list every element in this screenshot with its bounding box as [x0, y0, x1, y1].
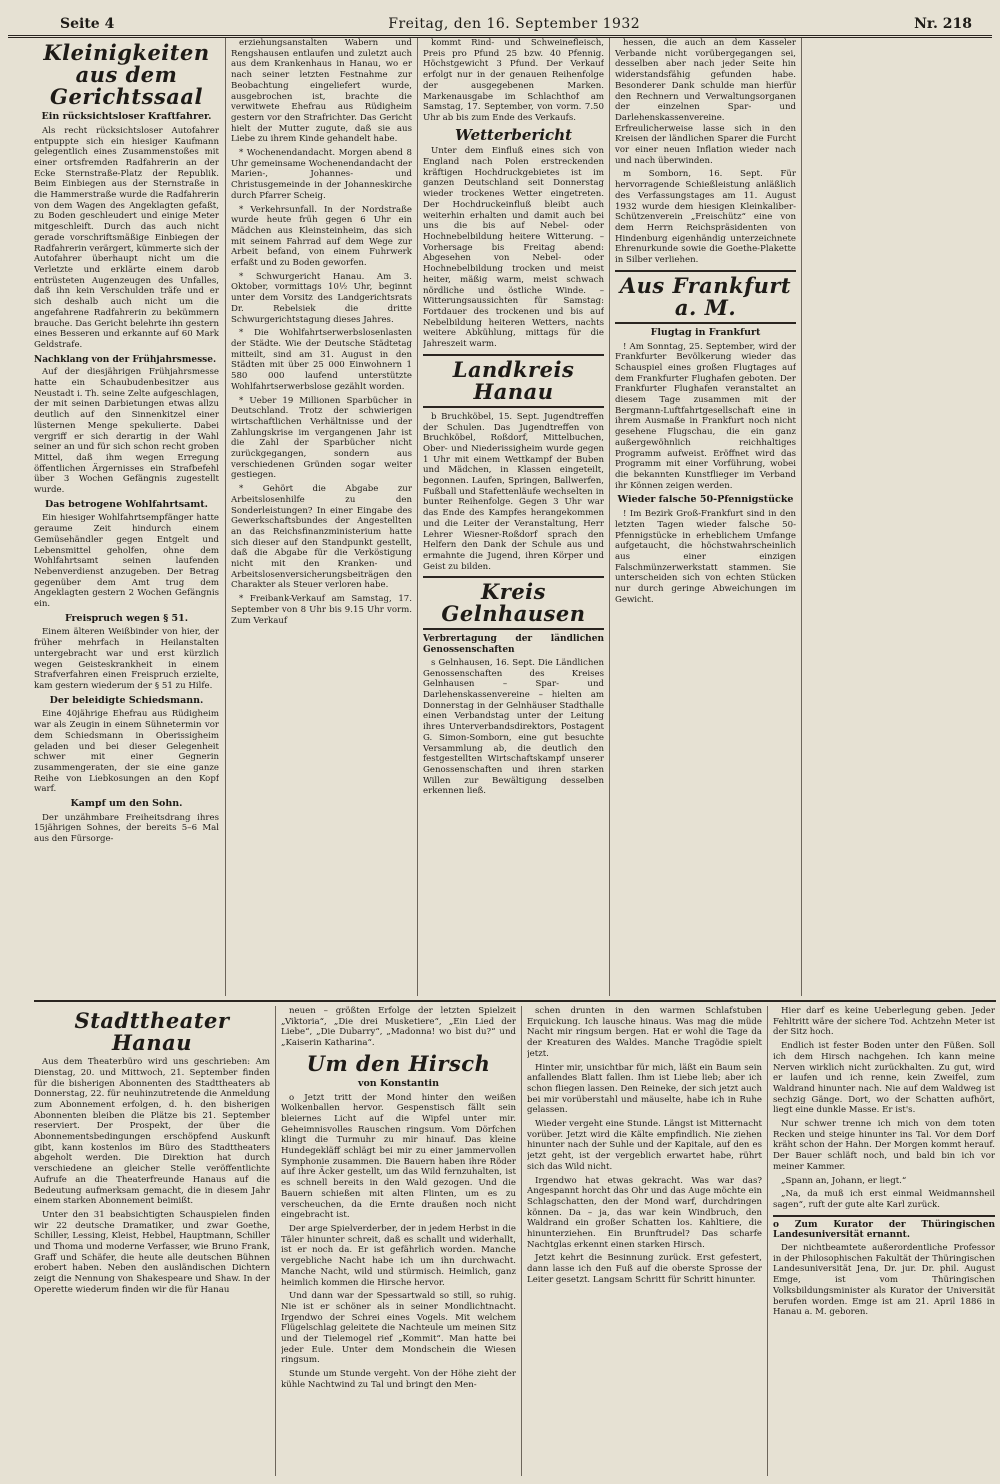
article-text: b Bruchköbel, 15. Sept. Jugendtreffen der Schulen. Das Jugendtreffen von Bruchköbel, Roßdorf, Mittelbuchen, Ober- und Niederissigheim wurde gegen 1 Uhr mit einem Wettkampf der Buben und Mädchen, in Klassen eingeteilt, begonnen. Laufen, Springen, Ballwerfen, Fußball und Stafettenläufe wechselten in bunter Reihenfolge. Gegen 3 Uhr war das Ende des Kampfes herangekommen und die Leiter der Veranstaltung, Herr Lehrer Wiesner-Roßdorf sprach den Helfern den Dank der Schule aus und ermahnte die Jugend, ihren Körper und Geist zu bilden.: [423, 411, 604, 572]
article-text: kommt Rind- und Schweinefleisch, Preis pro Pfund 25 bzw. 40 Pfennig. Höchstgewicht 3 Pfund. Der Verkauf erfolgt nur in der genauen Reihenfolge der ausgegebenen Marken. Markenausgabe im Schlachthof am Samstag, 17. September, von vorm. 7.50 Uhr ab bis zum Ende des Verkaufs.: [423, 38, 604, 123]
subhead: Wieder falsche 50-Pfennigstücke: [617, 494, 794, 506]
article-text: „Na, da muß ich erst einmal Weidmannsheil sagen“, ruft der gute alte Karl zurück.: [773, 1189, 995, 1210]
subhead: Das betrogene Wohlfahrtsamt.: [45, 498, 208, 510]
upper-band: [34, 38, 996, 996]
column-local-news: [231, 38, 412, 996]
article-text: Nur schwer trenne ich mich von dem toten Recken und steige hinunter ins Tal. Vor dem Dorf kräht schon der Hahn. Der Morgen kommt herauf. Der Bauer schläft noch, und bald bin ich vor meiner Kammer.: [773, 1119, 995, 1172]
subhead: o Zum Kurator der Thüringischen Landesuniversität ernannt.: [773, 1215, 995, 1241]
article-text: Hinter mir, unsichtbar für mich, läßt ein Baum sein anfallendes Blatt fallen. Ihm ist Liebe lieb; aber ich schon fliegen lassen. Den Reineke, der sich jetzt auch bei mir vorüberstahl und mäuselte, habe ich in Ruhe gelassen.: [527, 1062, 762, 1116]
article-text: Der nichtbeamtete außerordentliche Professor in der Philosophischen Fakultät der Thüringischen Landesuniversität Jena, Dr. jur. Dr. phil. August Emge, ist vom Thüringischen Volksbildungsminister als Kurator der Universität berufen worden. Emge ist am 21. April 1886 in Hanau a. M. geboren.: [773, 1243, 995, 1318]
article-text: * Schwurgericht Hanau. Am 3. Oktober, vormittags 10½ Uhr, beginnt unter dem Vorsitz des Landgerichtsrats Dr. Rebelsiek die dritte Schwurgerichtstagung dieses Jahres.: [231, 271, 412, 325]
article-text: s Gelnhausen, 16. Sept. Die Ländlichen Genossenschaften des Kreises Gelnhausen – Spar- und Darlehenskassenvereine – hielten am Donnerstag in der Gelnhäuser Stadthalle einen Verbandstag unter der Leitung ihres Unterverbandsdirektors, Postagent G. Simon-Somborn, eine gut besuchte Versammlung ab, die deutlich den festgestellten Wirtschaftskampf unserer Genossenschaften und ihren starken Willen zur Bewältigung desselben erkennen ließ.: [423, 657, 604, 797]
page-number: Seite 4: [60, 16, 115, 32]
article-text: Auf der diesjährigen Frühjahrsmesse hatte ein Schaubudenbesitzer aus Neustadt i. Th. seine Zelte aufgeschlagen, der mit seinen Darbietungen etwas allzu deutlich auf den Sinnenkitzel einer lüsternen Menge spekulierte. Dabei vergriff er sich derartig in der Wahl seiner an und für sich schon recht groben Mittel, daß ihm wegen Erregung öffentlichen Ärgernisses ein Strafbefehl über 3 Wochen Gefängnis zugestellt wurde.: [34, 367, 219, 496]
article-text: * Ueber 19 Millionen Sparbücher in Deutschland. Trotz der schwierigen wirtschaftlichen Verhältnisse und der Zahlungskrise im vergangenen Jahr ist die Zahl der Sparbücher nicht zurückgegangen, sondern aus verschiedenen Gründen sogar weiter gestiegen.: [231, 395, 412, 481]
article-text: Hier darf es keine Ueberlegung geben. Jeder Fehltritt wäre der sichere Tod. Achtzehn Meter ist der Sitz hoch.: [773, 1006, 995, 1038]
article-text: * Verkehrsunfall. In der Nordstraße wurde heute früh gegen 6 Uhr ein Mädchen aus Kleinsteinheim, das sich mit seinem Fahrrad auf dem Wege zur Arbeit befand, von einem Fuhrwerk erfaßt und zu Boden geworfen.: [231, 204, 412, 269]
headline-kreis-gelnhausen: Kreis Gelnhausen: [423, 576, 604, 630]
article-text: Wieder vergeht eine Stunde. Längst ist Mitternacht vorüber. Jetzt wird die Kälte empfindlich. Nie ziehen hinunter nach der Suhle und der Kapitale, auf den es jetzt geht, ist der vergeblich erwartet habe, rührt sich das Wild nicht.: [527, 1119, 762, 1172]
article-text: Unter den 31 beabsichtigten Schauspielen finden wir 22 deutsche Dramatiker, und zwar Goethe, Schiller, Lessing, Kleist, Hebbel, Hauptmann, Schiller und Thoma und moderne Verfasser, wie Bruno Frank, Graff und Schäfer, die heute alle deutschen Bühnen erobert haben. Neben den ausländischen Dichtern zeigt die Nennung von Shakespeare und Shaw. In der Operette wiederum finden wir die für Hanau: [34, 1209, 270, 1295]
article-text: Eine 40jährige Ehefrau aus Rüdigheim war als Zeugin in einem Sühnetermin vor dem Schiedsmann in Oberissigheim geladen und bei dieser Gelegenheit schwer mit einer Gegnerin zusammengeraten, der sie eine ganze Reihe von Liebkosungen an den Kopf warf.: [34, 709, 219, 795]
column-hirsch-2: [527, 1006, 762, 1476]
article-text: Der unzähmbare Freiheitsdrang ihres 15jährigen Sohnes, der bereits 5–6 Mal aus den Fürsorge-: [34, 812, 219, 845]
column-hirsch-3: [773, 1006, 995, 1476]
column-regional-continued: [807, 38, 996, 996]
subhead: Freispruch wegen § 51.: [64, 612, 189, 624]
article-text: Und dann war der Spessartwald so still, so ruhig. Nie ist er schöner als in seiner Mondlichtnacht. Irgendwo der Schrei eines Vogels. Mit welchem Flügelschlag geleitete die Nachteule um meinen Sitz und der Tielemogel rief „Kommit“. Man hatte bei jeder Eule. Unter dem Mondschein die Wiesen ringsum.: [281, 1291, 516, 1366]
article-text: Jetzt kehrt die Besinnung zurück. Erst gefestert, dann lasse ich den Fuß auf die oberste Sprosse der Leiter gesetzt. Langsam Schritt für Schritt hinunter.: [527, 1253, 762, 1285]
headline-landkreis-hanau: Landkreis Hanau: [423, 354, 604, 408]
article-text: Als recht rücksichtsloser Autofahrer entpuppte sich ein hiesiger Kaufmann gelegentlich eines Zusammenstoßes mit einer ortsfremden Radfahrerin an der Ecke Sternstraße-Platz der Republik. Beim Einbiegen aus der Sternstraße in die Hammerstraße wurde die Radfahrerin von dem Wagen des Angeklagten gefaßt, zu Boden geschleudert und einige Meter mitgeschleift. Durch das auch nicht gerade vorschriftsmäßige Einbiegen der Radfahrerin verärgert, kümmerte sich der Autofahrer überhaupt nicht um die Verletzte und erklärte einem darob entrüsteten Augenzeugen des Unfalles, daß ihn kein Verschulden träfe und er sich deshalb auch nicht um die angefahrene Radfahrerin zu bekümmern brauche. Das Gericht belehrte ihn gestern eines Besseren und erkannte auf 60 Mark Geldstrafe.: [34, 125, 219, 350]
article-text: Endlich ist fester Boden unter den Füßen. Soll ich dem Hirsch nachgehen. Ich kann meine Nerven wirklich nicht zurückhalten. Zu gut, wird er laufen und ich renne, kein Zweifel, zum Waldrand hinunter nach. Nie auf dem Waldweg ist sechzig Gänge. Dort, wo der Schatten aufhört, liegt eine dunkle Masse. Er ist's.: [773, 1041, 995, 1116]
headline-stadttheater: Stadttheater Hanau: [74, 1008, 230, 1056]
subhead: Kampf um den Sohn.: [70, 798, 183, 810]
article-text: „Spann an, Johann, er liegt.“: [781, 1175, 907, 1186]
article-text: Aus dem Theaterbüro wird uns geschrieben: Am Dienstag, 20. und Mittwoch, 21. September finden für die bisherigen Abonnenten des Stadttheaters ab Donnerstag, 22. für neuhinzutretende die Anmeldung zum Abonnement erfolgen, d. h. den bisherigen Abonnenten bleiben die Plätze bis 21. September reserviert. Der Prospekt, der über die Abonnementsbedingungen erschöpfend Auskunft gibt, kann kostenlos im Büro des Stadttheaters abgeholt werden. Die Direktion hat durch verschiedene an gleicher Stelle veröffentlichte Aufrufe an die Theaterfreunde Hanaus auf die Bedeutung aufmerksam gemacht, die in diesem Jahr einem starken Abonnement beimißt.: [34, 1057, 270, 1207]
article-text: erziehungsanstalten Wabern und Rengshausen entlaufen und zuletzt auch aus dem Krankenhaus in Hanau, wo er nach seiner letzten Festnahme zur Beobachtung eingeliefert wurde, ausgebrochen ist, brachte die verwitwete Ehefrau aus Rüdigheim gestern vor den Strafrichter. Das Gericht hielt der Mutter zugute, daß sie aus Liebe zu ihrem Kinde gehandelt habe.: [231, 38, 412, 145]
article-text: ! Im Bezirk Groß-Frankfurt sind in den letzten Tagen wieder falsche 50-Pfennigstücke in erheblichem Umfange aufgetaucht, die höchstwahrscheinlich aus einer einzigen Falschmünzerwerkstatt stammen. Sie unterscheiden sich von echten Stücken nur durch geringe Abweichungen im Gewicht.: [615, 509, 796, 605]
article-text: * Wochenendandacht. Morgen abend 8 Uhr gemeinsame Wochenendandacht der Marien-, Johannes- und Christusgemeinde in der Johanneskirche durch Pfarrer Scheig.: [231, 148, 412, 201]
column-regional-frankfurt: [615, 38, 796, 996]
article-text: Unter dem Einfluß eines sich von England nach Polen erstreckenden kräftigen Hochdruckgebietes ist im ganzen Deutschland seit Donnerstag wieder trockenes Wetter eingetreten. Der Hochdruckeinfluß bleibt auch weiterhin erhalten und damit auch bei uns die bis auf Nebel- oder Hochnebelbildung heitere Witterung. – Vorhersage bis Freitag abend: Abgesehen von Nebel- oder Hochnebelbildung trocken und meist heiter, mäßig warm, meist schwach nördliche und östliche Winde. – Witterungsaussichten für Samstag: Fortdauer des trockenen und bis auf Nebelbildung heiteren Wetters, nachts weitere Abkühlung, mittags für die Jahreszeit warm.: [423, 146, 604, 350]
issue-date: Freitag, den 16. September 1932: [388, 16, 641, 32]
article-text: Irgendwo hat etwas gekracht. Was war das? Angespannt horcht das Ohr und das Auge möchte ein Schlagschatten, den der Mond warf, durchdringen können. Da – ja, das war kein Windbruch, den Waldrand ein großer Schatten los. Kahltiere, die hinunterziehen. Ein Brunftrudel? Das scharfe Nachtglas erkennt einen starken Hirsch.: [527, 1175, 762, 1250]
column-weather-regional: [423, 38, 604, 996]
headline-um-den-hirsch: Um den Hirsch: [306, 1050, 491, 1076]
headline-frankfurt: Aus Frankfurt a. M.: [615, 270, 796, 324]
subhead: Ein rücksichtsloser Kraftfahrer.: [41, 111, 212, 123]
masthead: [8, 2, 992, 38]
article-text: o Jetzt tritt der Mond hinter den weißen Wolkenballen hervor. Gespenstisch fällt sein bleiernes Licht auf die Wipfel unter mir. Geheimnisvolles Rauschen ringsum. Vom Dörfchen klingt die Turmuhr zu mir hinauf. Das kleine Hundegekläff schlägt bei mir zu einer jammervollen Symphonie zusammen. Die Bauern haben ihre Röder auf ihre Äcker gestellt, um das Wild fernzuhalten, ist es schnell bereits in den Wald gezogen. Und die Bauern schießen mit alten Flinten, um es zu verscheuchen, da die Ernte draußen noch nicht eingebracht ist.: [281, 1092, 516, 1221]
column-court-reports: [34, 38, 219, 996]
article-text: ! Am Sonntag, 25. September, wird der Frankfurter Bevölkerung wieder das Schauspiel eines großen Flugtages auf dem Frankfurter Flughafen geboten. Der Frankfurter Flughafen veranstaltet an diesem Tage zusammen mit der Bergmann-Luftfahrtgesellschaft eine in ihrem Ausmaße in Frankfurt noch nicht gesehene Flugschau, die ein ganz außergewöhnlich reichhaltiges Programm aufweist. Eröffnet wird das Programm mit einer Vorführung, wobei die bekannten Kunstflieger im Verband ihr Können zeigen werden.: [615, 341, 796, 491]
article-text: schen drunten in den warmen Schlafstuben Erquickung. Ich lausche hinaus. Was mag die müde Nacht mir ringsum bergen. Hat er wohl die Tage da der Kreaturen des Waldes. Manche Tragödie spielt jetzt.: [527, 1006, 762, 1059]
headline-wetterbericht: Wetterbericht: [454, 125, 573, 144]
article-text: hessen, die auch an dem Kasseler Verbande nicht vorübergegangen sei, desselben aber nach jeder Seite hin widerstandsfähig gefunden habe. Besonderer Dank schulde man hierfür den Rechnern und Verwaltungsorganen der einzelnen Spar- und Darlehenskassenvereine. Erfreulicherweise lasse sich in den Kreisen der ländlichen Sparer die Furcht vor einer neuen Inflation wieder nach und nach überwinden.: [615, 38, 796, 166]
headline-gerichtssaal: Kleinigkeiten aus dem Gerichtssaal: [43, 40, 210, 110]
subhead: Flugtag in Frankfurt: [650, 326, 761, 338]
subhead: Der beleidigte Schiedsmann.: [49, 694, 204, 706]
article-text: Der arge Spielverderber, der in jedem Herbst in die Täler hinunter schreit, daß es schallt und widerhallt, ist er noch da. Er ist gefährlich worden. Manche vergebliche Nacht habe ich um ihn durchwacht. Manche Nacht, wild und stürmisch. Heimlich, ganz heimlich kommen die Hirsche hervor.: [281, 1224, 516, 1288]
article-text: * Freibank-Verkauf am Samstag, 17. September von 8 Uhr bis 9.15 Uhr vorm. Zum Verkauf: [231, 594, 412, 626]
article-text: * Gehört die Abgabe zur Arbeitslosenhilfe zu den Sonderleistungen? In einer Eingabe des Gewerkschaftsbundes der Angestellten an das Reichsfinanzministerium hatte sich dieser auf den Standpunkt gestellt, daß die Abgabe für die Verköstigung nicht mit den Kranken- und Arbeitslosenversicherungsbeiträgen den Charakter als Steuer verloren habe.: [231, 484, 412, 591]
article-text: neuen – größten Erfolge der letzten Spielzeit „Viktoria“, „Die drei Musketiere“, „Ein Lied der Liebe“, „Die Dubarry“, „Madonna! wo bist du?“ und „Kaiserin Katharina“.: [281, 1006, 516, 1049]
subhead: Nachklang von der Frühjahrsmesse.: [34, 354, 217, 365]
subhead: Verbrertagung der ländlichen Genossenschaften: [423, 634, 604, 656]
article-text: Ein hiesiger Wohlfahrtsempfänger hatte geraume Zeit hindurch einem Gemüsehändler gegen Entgelt und Lebensmittel geholfen, ohne dem Wohlfahrtsamt seinen laufenden Nebenverdienst anzugeben. Der Betrag gegenüber dem Amt trug dem Angeklagten gestern 2 Wochen Gefängnis ein.: [34, 513, 219, 610]
article-text: m Somborn, 16. Sept. Für hervorragende Schießleistung anläßlich des Verfassungstages am 11. August 1932 wurde dem hiesigen Kleinkaliber-Schützenverein „Freischütz“ eine von dem Herrn Reichspräsidenten von Hindenburg eigenhändig unterzeichnete Ehrenurkunde sowie die Goethe-Plakette in Silber verliehen.: [615, 169, 796, 266]
lower-band: [34, 1006, 996, 1476]
article-text: Einem älteren Weißbinder von hier, der früher mehrfach in Heilanstalten untergebracht war und erst kürzlich wegen Geisteskrankheit in einem Strafverfahren einen Freispruch erzielte, kam gestern wiederum der § 51 zu Hilfe.: [34, 627, 219, 691]
article-text: * Die Wohlfahrtserwerbslosenlasten der Städte. Wie der Deutsche Städtetag mitteilt, sind am 31. August in den Städten mit über 25 000 Einwohnern 1 580 000 laufend unterstützte Wohlfahrtserwerbslose gezählt worden.: [231, 328, 412, 392]
column-theater: [34, 1006, 270, 1476]
byline: von Konstantin: [357, 1077, 440, 1089]
article-text: Stunde um Stunde vergeht. Von der Höhe zieht der kühle Nachtwind zu Tal und bringt den Men-: [281, 1369, 516, 1390]
column-hirsch-1: [281, 1006, 516, 1476]
issue-number: Nr. 218: [914, 16, 972, 32]
